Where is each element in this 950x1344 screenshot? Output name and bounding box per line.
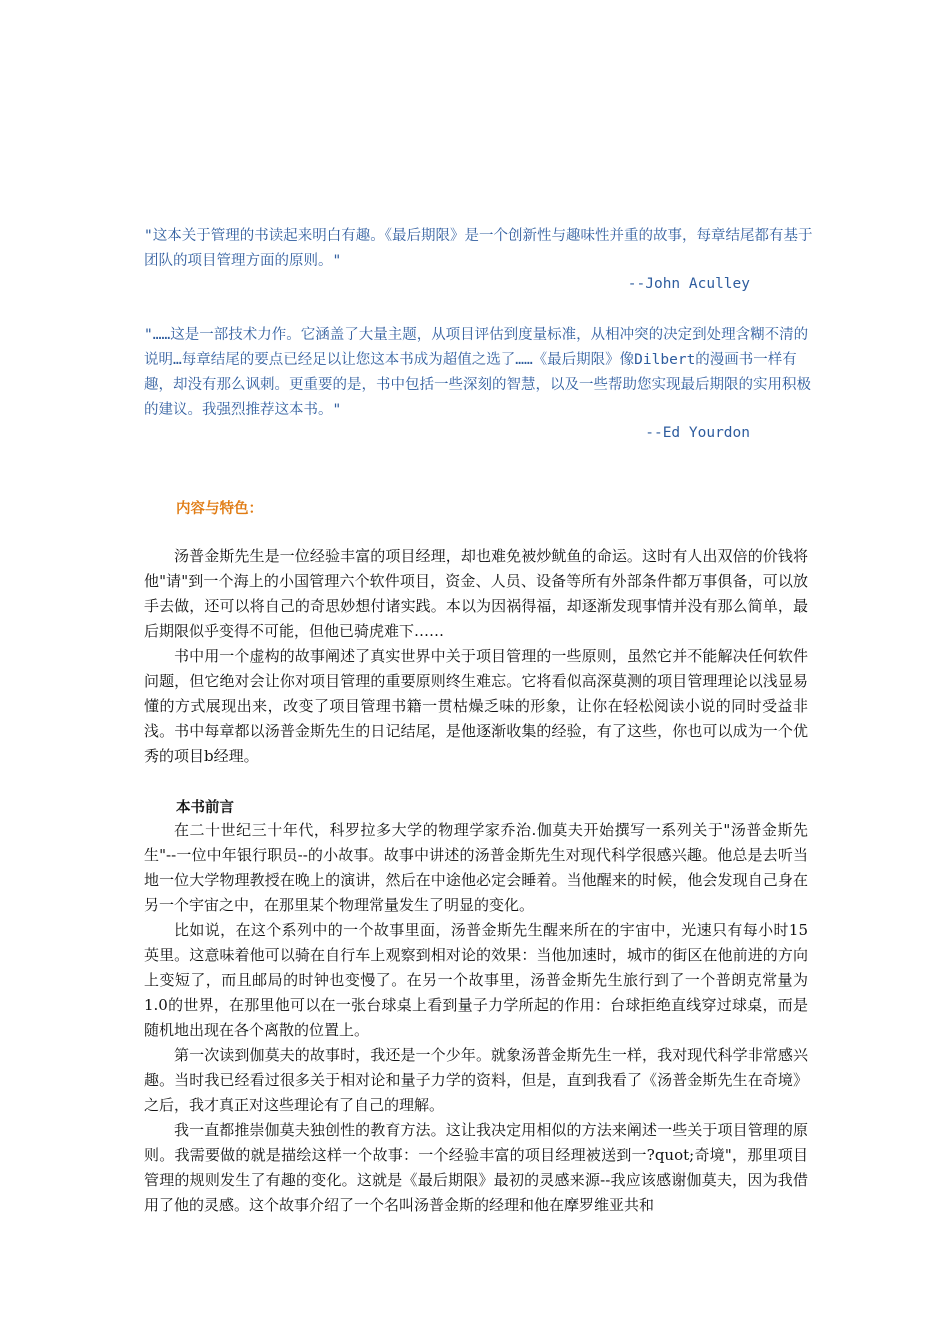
paragraph: 第一次读到伽莫夫的故事时，我还是一个少年。就象汤普金斯先生一样，我对现代科学非常感兴趣。当时我已经看过很多关于相对论和量子力学的资料，但是，直到我看了《汤普金斯先生在奇境》之后，我才真正对这些理论有了自己的理解。 [144, 1046, 808, 1114]
quote-ed-yourdon: "……这是一部技术力作。它涵盖了大量主题，从项目评估到度量标准，从相冲突的决定到处理含糊不清的说明…每章结尾的要点已经足以让您这本书成为超值之选了……《最后期限》像Dilbert的漫画书一样有趣，却没有那么讽刺。更重要的是，书中包括一些深刻的智慧，以及一些帮助您实现最后期限的实用积极的建议。我强烈推荐这本书。" [144, 327, 811, 418]
quote-john-aculley: "这本关于管理的书读起来明白有趣。《最后期限》是一个创新性与趣味性并重的故事，每章结尾都有基于团队的项目管理方面的原则。" [144, 228, 813, 269]
preface-body [144, 818, 808, 1218]
paragraph: 我一直都推崇伽莫夫独创性的教育方法。这让我决定用相似的方法来阐述一些关于项目管理的原则。我需要做的就是描绘这样一个故事：一个经验丰富的项目经理被送到一?quot;奇境"，那里项目管理的规则发生了有趣的变化。这就是《最后期限》最初的灵感来源--我应该感谢伽莫夫，因为我借用了他的灵感。这个故事介绍了一个名叫汤普金斯的经理和他在摩罗维亚共和 [144, 1121, 808, 1214]
paragraph: 汤普金斯先生是一位经验丰富的项目经理，却也难免被炒鱿鱼的命运。这时有人出双倍的价钱将他"请"到一个海上的小国管理六个软件项目，资金、人员、设备等所有外部条件都万事俱备，可以放手去做，还可以将自己的奇思妙想付诸实践。本以为因祸得福，却逐渐发现事情并没有那么简单，最后期限似乎变得不可能，但他已骑虎难下…… [144, 547, 808, 640]
paragraph: 在二十世纪三十年代，科罗拉多大学的物理学家乔治.伽莫夫开始撰写一系列关于"汤普金斯先生"--一位中年银行职员--的小故事。故事中讲述的汤普金斯先生对现代科学很感兴趣。他总是去听当地一位大学物理教授在晚上的演讲，然后在中途他必定会睡着。当他醒来的时候，他会发现自己身在另一个宇宙之中，在那里某个物理常量发生了明显的变化。 [144, 821, 808, 914]
paragraph: 比如说，在这个系列中的一个故事里面，汤普金斯先生醒来所在的宇宙中，光速只有每小时15英里。这意味着他可以骑在自行车上观察到相对论的效果：当他加速时，城市的街区在他前进的方向上变短了，而且邮局的时钟也变慢了。在另一个故事里，汤普金斯先生旅行到了一个普朗克常量为1.0的世界，在那里他可以在一张台球桌上看到量子力学所起的作用：台球拒绝直线穿过球桌，而是随机地出现在各个离散的位置上。 [144, 921, 808, 1039]
section-heading-features: 内容与特色： [176, 501, 263, 517]
quote-author-ed-yourdon: --Ed Yourdon [645, 425, 750, 441]
section-heading-preface: 本书前言 [176, 800, 234, 816]
features-body [144, 544, 808, 769]
paragraph: 书中用一个虚构的故事阐述了真实世界中关于项目管理的一些原则，虽然它并不能解决任何软件问题，但它绝对会让你对项目管理的重要原则终生难忘。它将看似高深莫测的项目管理理论以浅显易懂的方式展现出来，改变了项目管理书籍一贯枯燥乏味的形象，让你在轻松阅读小说的同时受益非浅。书中每章都以汤普金斯先生的日记结尾，是他逐渐收集的经验，有了这些，你也可以成为一个优秀的项目b经理。 [144, 647, 808, 765]
quote-author-john-aculley: --John Aculley [627, 276, 750, 292]
